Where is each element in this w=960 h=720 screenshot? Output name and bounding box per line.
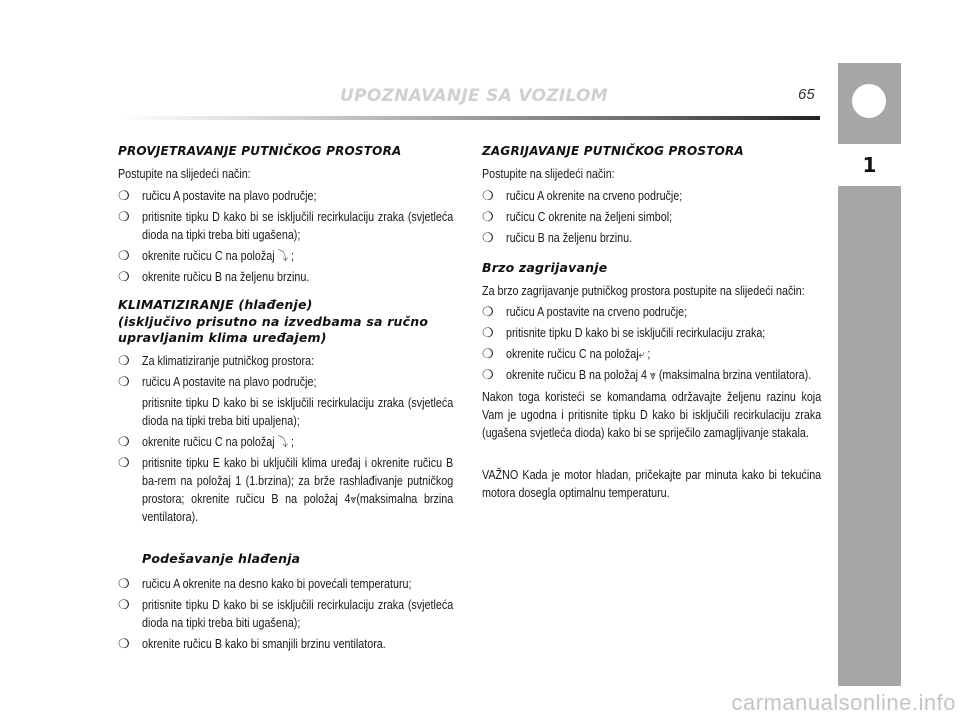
bullet-icon: ❍ — [118, 353, 130, 368]
right-column — [482, 140, 822, 502]
section-heading-ac: KLIMATIZIRANJE (hlađenje) — [118, 297, 313, 312]
bullet-icon: ❍ — [482, 230, 494, 245]
header-rule — [118, 116, 820, 120]
foot-vent-icon: ⤶ — [638, 347, 645, 361]
bullet-icon: ❍ — [118, 455, 130, 470]
list-item: ❍ ručicu A postavite na plavo područje; — [118, 374, 317, 389]
bullet-icon: ❍ — [482, 304, 494, 319]
fan-max-icon: ⩔ — [350, 492, 357, 506]
bullet-icon: ❍ — [118, 374, 130, 389]
list-item: ❍ pritisnite tipku D kako bi se isključili recirkulaciju zraka (svjetleća dioda na tipki treba biti ugašena); — [118, 597, 454, 630]
list-item: ❍ Za klimatiziranje putničkog prostora: — [118, 353, 315, 368]
list-item: ❍ ručicu A okrenite na desno kako bi povećali temperaturu; — [118, 576, 412, 591]
section-heading-heating: ZAGRIJAVANJE PUTNIČKOG PROSTORA — [482, 144, 744, 158]
list-item: ❍ ručicu B na željenu brzinu. — [482, 230, 633, 245]
list-item: ❍ pritisnite tipku E kako bi uključili klima uređaj i okrenite ručicu B ba-rem na položaj 1 (1.brzina); za brže rashlađivanje putničkog prostora; okrenite ručicu B na položaj 4⩔(maksimalna brzina ventilatora). — [118, 455, 454, 524]
chapter-number: 1 — [838, 144, 901, 186]
important-note: VAŽNO Kada je motor hladan, pričekajte par minuta kako bi tekućina motora dosegla optimalnu temperaturu. — [482, 468, 822, 500]
bullet-icon: ❍ — [118, 597, 130, 612]
page-title: UPOZNAVANJE SA VOZILOM — [340, 86, 608, 106]
bullet-icon: ❍ — [118, 209, 130, 224]
paragraph: Nakon toga koristeći se komandama održavajte željenu razinu koja Vam je ugodna i pritisnite tipku D kako bi isključili recirkulaciju zraka (ugašena svjetleća dioda) kako bi se spriječilo zamagljivanje stakala. — [482, 390, 822, 440]
list-item: ❍ okrenite ručicu B kako bi smanjili brzinu ventilatora. — [118, 636, 386, 651]
list-item: ❍ okrenite ručicu C na položaj ⤵ ; — [118, 248, 294, 263]
left-column — [118, 140, 454, 653]
bullet-icon: ❍ — [118, 188, 130, 203]
list-item: ❍ ručicu A postavite na crveno područje; — [482, 304, 688, 319]
bullet-icon: ❍ — [482, 367, 494, 382]
bullet-icon: ❍ — [118, 269, 130, 284]
face-vent-icon: ⤵ — [277, 249, 288, 263]
watermark: carmanualsonline.info — [731, 690, 956, 715]
fan-max-icon: ⩔ — [650, 368, 656, 382]
bullet-icon: ❍ — [482, 325, 494, 340]
page-number: 65 — [798, 86, 815, 103]
paragraph: Postupite na slijedeći način: — [482, 167, 615, 181]
subsection-heading-cooling-adjust: Podešavanje hlađenja — [142, 551, 301, 566]
bullet-icon: ❍ — [118, 576, 130, 591]
list-item: ❍ pritisnite tipku D kako bi se isključili recirkulaciju zraka (svjetleća dioda na tipki treba biti ugašena); — [118, 209, 454, 242]
chapter-circle — [852, 84, 886, 118]
list-item: ❍ okrenite ručicu C na položaj ⤵ ; — [118, 434, 294, 449]
paragraph: Za brzo zagrijavanje putničkog prostora postupite na slijedeći način: — [482, 284, 805, 298]
list-item: ❍ okrenite ručicu B na položaj 4 ⩔ (maksimalna brzina ventilatora). — [482, 367, 812, 382]
section-heading-ac-note: (isključivo prisutno na izvedbama sa ručno upravljanim klima uređajem) — [118, 314, 429, 345]
list-continuation: pritisnite tipku D kako bi se isključili recirkulaciju zraka (svjetleća dioda na tipki treba biti upaljena); — [142, 396, 454, 428]
section-heading-ventilation: PROVJETRAVANJE PUTNIČKOG PROSTORA — [118, 144, 402, 158]
list-item: ❍ ručicu C okrenite na željeni simbol; — [482, 209, 673, 224]
bullet-icon: ❍ — [482, 209, 494, 224]
section-heading-quick-heat: Brzo zagrijavanje — [482, 260, 608, 275]
paragraph: Postupite na slijedeći način: — [118, 167, 251, 181]
bullet-icon: ❍ — [118, 248, 130, 263]
bullet-icon: ❍ — [118, 434, 130, 449]
face-vent-icon: ⤵ — [277, 435, 288, 449]
list-item: ❍ ručicu A postavite na plavo područje; — [118, 188, 317, 203]
bullet-icon: ❍ — [482, 346, 494, 361]
list-item: ❍ okrenite ručicu C na položaj⤶ ; — [482, 346, 651, 361]
bullet-icon: ❍ — [118, 636, 130, 651]
list-item: ❍ ručicu A okrenite na crveno područje; — [482, 188, 683, 203]
list-item: ❍ okrenite ručicu B na željenu brzinu. — [118, 269, 310, 284]
bullet-icon: ❍ — [482, 188, 494, 203]
list-item: ❍ pritisnite tipku D kako bi se isključili recirkulaciju zraka; — [482, 325, 766, 340]
